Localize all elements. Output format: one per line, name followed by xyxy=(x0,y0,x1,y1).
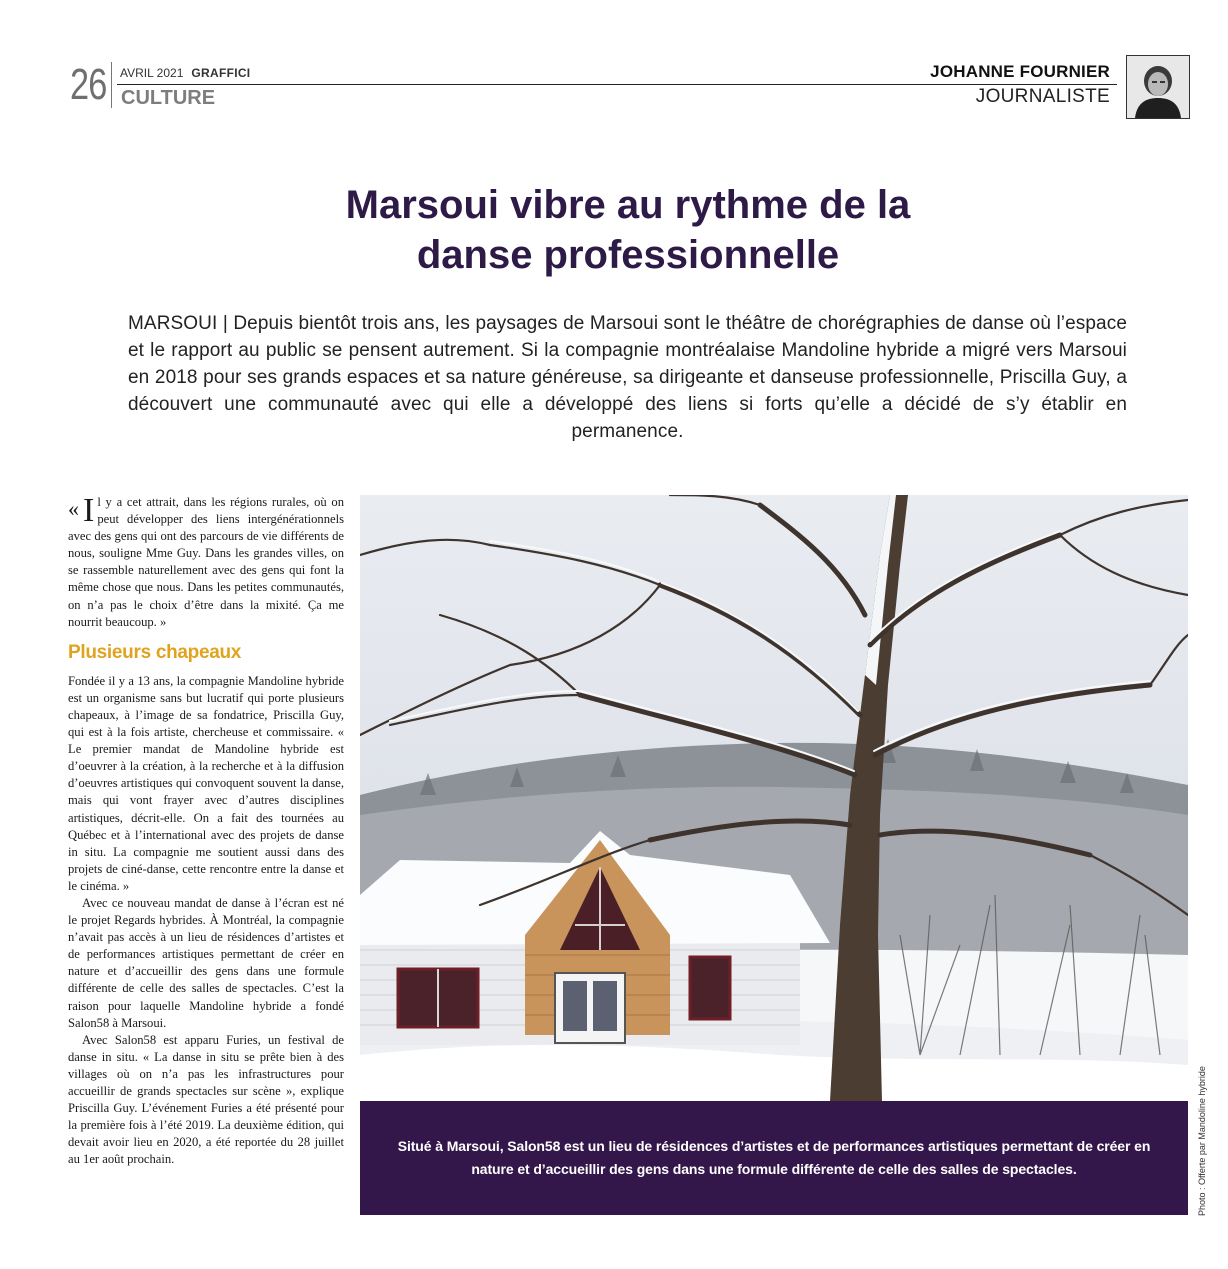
opening-paragraph-text: l y a cet attrait, dans les régions rurales, où on peut développer des liens intergénérationnels avec des gens qui ont des parcours de vie différents de nous, souligne Mme Guy. Dans les grandes villes, on se rassemble naturellement avec des gens qui font la même chose que nous. Dans les petites communautés, on n’a pas le choix d’être dans la mixité. Ça me nourrit beaucoup. » xyxy=(68,495,344,629)
body-paragraph: Fondée il y a 13 ans, la compagnie Mandoline hybride est un organisme sans but lucratif qui porte plusieurs chapeaux, à l’image de sa fondatrice, Priscilla Guy, qui est à la fois artiste, chercheuse et commissaire. « Le premier mandat de Mandoline hybride est d’oeuvrer à la création, à la recherche et à la diffusion d’oeuvres artistiques qui convoquent souvent la danse, mais qui vont frayer avec d’autres disciplines artistiques, décrit-elle. On a fait des tournées au Québec et à l’international avec des projets de danse in situ. La compagnie me soutient aussi dans des projets de ciné-danse, cette rencontre entre la danse et le cinéma. » xyxy=(68,673,344,893)
issue-line xyxy=(120,66,250,80)
author-portrait xyxy=(1126,55,1190,119)
section-label: CULTURE xyxy=(121,87,216,109)
page-number-divider xyxy=(111,62,112,108)
article-lede: MARSOUI | Depuis bientôt trois ans, les paysages de Marsoui sont le théâtre de chorégraphies de danse où l’espace et le rapport au public se pensent autrement. Si la compagnie montréalaise Mandoline hybride a migré vers Marsoui en 2018 pour ses grands espaces et sa nature généreuse, sa dirigeante et danseuse professionnelle, Priscilla Guy, a découvert une communauté avec qui elle a développé des liens si forts qu’elle a décidé de s’y établir en permanence. xyxy=(128,313,1127,442)
article-body xyxy=(68,494,344,1168)
author-portrait-image xyxy=(1127,56,1189,118)
publication-name: GRAFFICI xyxy=(191,66,251,80)
headline-line-1: Marsoui vibre au rythme de la xyxy=(345,183,911,227)
header-rule xyxy=(117,84,1117,85)
opening-quote-mark: « xyxy=(68,496,79,521)
article-photo xyxy=(360,495,1188,1101)
article-subhead: Plusieurs chapeaux xyxy=(68,641,242,663)
article-headline xyxy=(200,180,1056,280)
headline-line-2: danse professionnelle xyxy=(416,233,840,277)
photo-caption: Situé à Marsoui, Salon58 est un lieu de résidences d’artistes et de performances artistiques permettant de créer en nature et d’accueillir des gens dans une formule différente de celle des salles de spectacles. xyxy=(397,1138,1151,1177)
drop-cap: I xyxy=(83,492,95,529)
author-name: JOHANNE FOURNIER xyxy=(930,62,1110,81)
body-paragraph: Avec Salon58 est apparu Furies, un festival de danse in situ. « La danse in situ se prête bien à des villages où on n’a pas les infrastructures pour accueillir de grands spectacles sur scène », explique Priscilla Guy. L’événement Furies a été présenté pour la première fois à l’été 2019. La deuxième édition, qui devait avoir lieu en 2020, a été reportée du 28 juillet au 1er août prochain. xyxy=(68,1032,344,1167)
body-paragraph: Avec ce nouveau mandat de danse à l’écran est né le projet Regards hybrides. À Montréal, la compagnie n’avait pas accès à un lieu de résidences d’artistes et de performances artistiques permettant de créer en nature et d’accueillir des gens dans une formule différente de celle des salles de spectacles. C’est la raison pour laquelle Mandoline hybride a fondé Salon58 à Marsoui. xyxy=(68,895,344,1030)
photo-caption-box xyxy=(360,1101,1188,1215)
page-header xyxy=(0,0,1228,130)
photo-credit: Photo : Offerte par Mandoline hybride xyxy=(1197,1066,1207,1216)
page-number: 26 xyxy=(70,60,107,109)
opening-paragraph xyxy=(68,494,344,631)
issue-date: AVRIL 2021 xyxy=(120,66,184,80)
author-role: JOURNALISTE xyxy=(975,86,1110,107)
snowy-house-photo xyxy=(360,495,1188,1101)
